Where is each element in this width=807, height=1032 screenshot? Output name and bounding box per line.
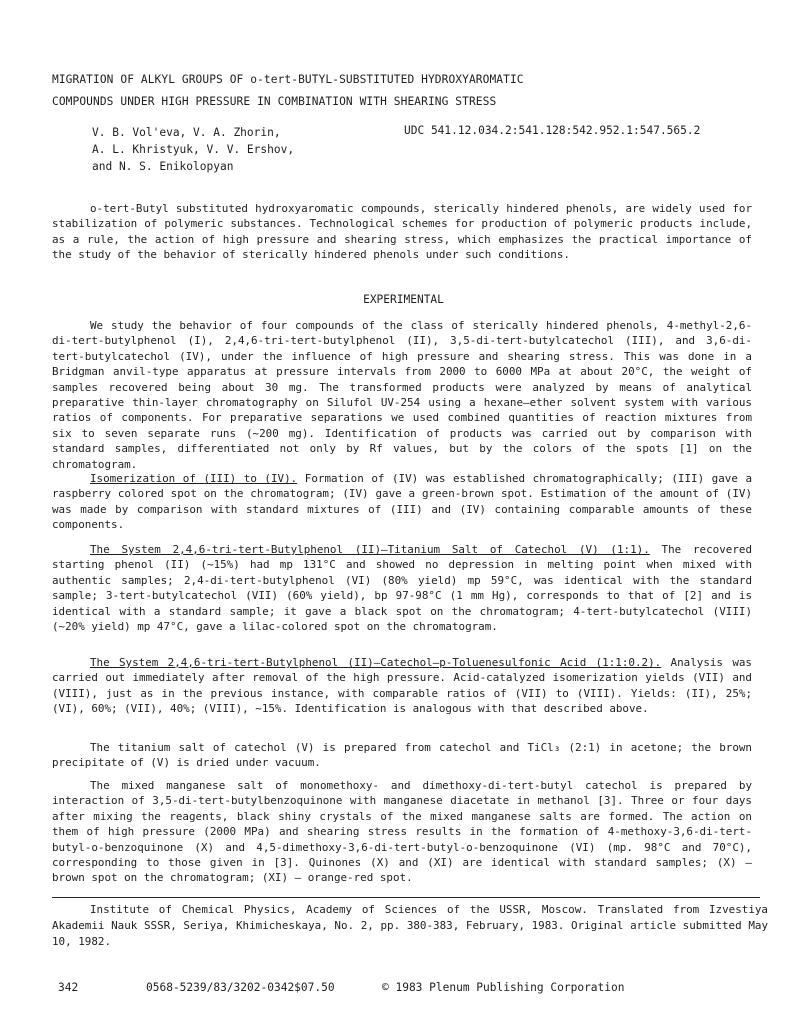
udc-code: UDC 541.12.034.2:541.128:542.952.1:547.565.2	[404, 124, 701, 137]
paragraph-isomerization	[52, 471, 752, 533]
copyright: © 1983 Plenum Publishing Corporation	[382, 981, 625, 994]
subsection-heading: Isomerization of (III) to (IV).	[90, 472, 298, 485]
paragraph-methods: We study the behavior of four compounds of the class of sterically hindered phenols, 4-methyl-2,6-di-tert-butylphenol (I), 2,4,6-tri-tert-butylphenol (II), 3,5-di-tert-butylcatechol (III), and 3,6-di-tert-butylcatechol (IV), under the influence of high pressure and shearing stress. This was done in a Bridgman anvil-type apparatus at pressure intervals from 2000 to 6000 MPa at about 20°C, the weight of samples recovered being about 30 mg. The transformed products were analyzed by means of analytical preparative thin-layer chromatography on Silufol UV-254 using a hexane—ether solvent system with various ratios of components. For preparative separations we used combined quantities of reaction mixtures from six to seven separate runs (~200 mg). Identification of products was carried out by comparison with standard samples, differentiated not only by Rf values, but by the colors of the spots [1] on the chromatogram.	[52, 319, 752, 471]
subsection-heading: The System 2,4,6-tri-tert-Butylphenol (II)—Titanium Salt of Catechol (V) (1:1).	[90, 543, 650, 556]
paragraph-text: Analysis was carried out immediately after removal of the high pressure. Acid-catalyzed isomerization yields (VII) and (VIII), just as in the previous instance, with comparable ratios of (VII) to (VIII). Yields: (II), 25%; (VI), 60%; (VII), 40%; (VIII), ~15%. Identification is analogous with that described above.	[52, 656, 752, 716]
section-heading: EXPERIMENTAL	[363, 293, 444, 306]
title-line-2: COMPOUNDS UNDER HIGH PRESSURE IN COMBINATION WITH SHEARING STRESS	[52, 95, 497, 108]
title-line-1: MIGRATION OF ALKYL GROUPS OF o-tert-BUTYL-SUBSTITUTED HYDROXYAROMATIC	[52, 73, 524, 86]
author-line: V. B. Vol'eva, V. A. Zhorin,	[92, 126, 281, 139]
author-line: and N. S. Enikolopyan	[92, 160, 234, 173]
paragraph-manganese-salt: The mixed manganese salt of monomethoxy- and dimethoxy-di-tert-butyl catechol is prepared by interaction of 3,5-di-tert-butylbenzoquinone with manganese diacetate in methanol [3]. Three or four days after mixing the reagents, black shiny crystals of the mixed manganese salts are formed. The action on them of high pressure (2000 MPa) and shearing stress results in the formation of 4-methoxy-3,6-di-tert-butyl-o-benzoquinone (X) and 4,5-dimethoxy-3,6-di-tert-butyl-o-benzoquinone (VI) (mp. 98°C and 70°C), corresponding to those given in [3]. Quinones (X) and (XI) are identical with standard samples; (X) — brown spot on the chromatogram; (XI) — orange-red spot.	[52, 779, 752, 885]
paragraph-catechol-system	[52, 655, 752, 717]
paragraph-titanium-salt: The titanium salt of catechol (V) is prepared from catechol and TiCl₃ (2:1) in acetone; the brown precipitate of (V) is dried under vacuum.	[52, 741, 752, 770]
author-line: A. L. Khristyuk, V. V. Ershov,	[92, 143, 295, 156]
paragraph-titanium-system	[52, 542, 752, 634]
footnote: Institute of Chemical Physics, Academy of Sciences of the USSR, Moscow. Translated from Izvestiya Akademii Nauk SSSR, Seriya, Khimicheskaya, No. 2, pp. 380-383, February, 1983. Original article submitted May 10, 1982.	[52, 903, 768, 948]
article-code: 0568-5239/83/3202-0342$07.50	[146, 981, 335, 994]
paragraph-text: Formation of (IV) was established chromatographically; (III) gave a raspberry colored spot on the chromatogram; (IV) gave a green-brown spot. Estimation of the amount of (IV) was made by comparison with standard mixtures of (III) and (IV) containing comparable amounts of these components.	[52, 472, 753, 532]
subsection-heading: The System 2,4,6-tri-tert-Butylphenol (II)—Catechol—p-Toluenesulfonic Acid (1:1:0.2).	[90, 656, 662, 669]
page-number: 342	[58, 981, 79, 994]
paragraph-text: The recovered starting phenol (II) (~15%) had mp 131°C and showed no depression in melting point when mixed with authentic samples; 2,4-di-tert-butylphenol (VI) (80% yield) mp 59°C, was identical with the standard sample; 3-tert-butylcatechol (VII) (60% yield), bp 97-98°C (1 mm Hg), corresponds to that of [2] and is identical with a standard sample; it gave a black spot on the chromatogram; 4-tert-butylcatechol (VIII) (~20% yield) mp 47°C, gave a lilac-colored spot on the chromatogram.	[52, 543, 753, 634]
footnote-divider	[52, 897, 760, 898]
author-list	[92, 124, 294, 175]
abstract: o-tert-Butyl substituted hydroxyaromatic compounds, sterically hindered phenols, are widely used for stabilization of polymeric substances. Technological schemes for production of polymeric products include, as a rule, the action of high pressure and shearing stress, which emphasizes the practical importance of the study of the behavior of sterically hindered phenols under such conditions.	[52, 202, 752, 262]
